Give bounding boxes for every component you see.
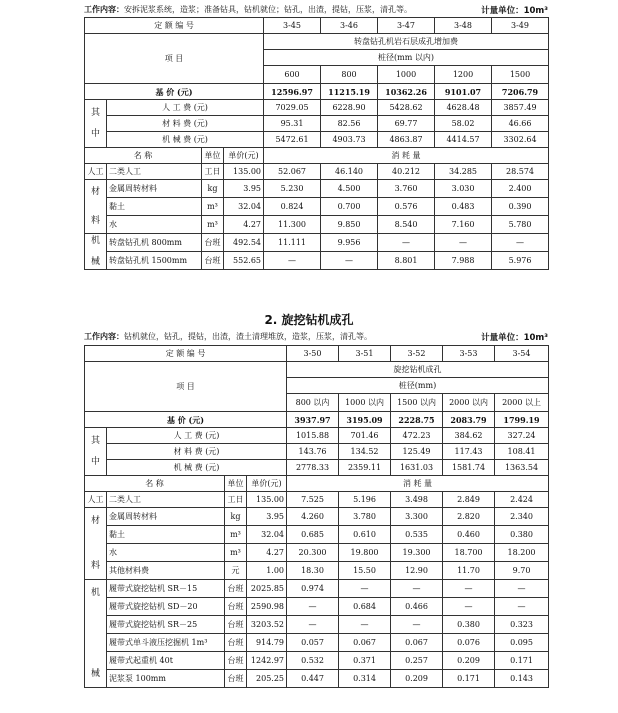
consumption-value: — [443, 598, 495, 616]
base-price-value: 12596.97 [264, 84, 321, 100]
resource-unit: 台班 [202, 252, 224, 270]
xie-char: 械 [90, 256, 100, 267]
cost-value: 1581.74 [443, 460, 495, 476]
base-price-value: 9101.07 [435, 84, 492, 100]
consumption-value: — [443, 580, 495, 598]
cost-value: 1363.54 [495, 460, 549, 476]
consumption-value: 0.257 [391, 652, 443, 670]
consumption-value: — [339, 616, 391, 634]
cost-value: 95.31 [264, 116, 321, 132]
measure-unit-2: 计量单位：10m³ [481, 333, 548, 343]
quota-table-1 [84, 17, 549, 270]
cost-value: 472.23 [391, 428, 443, 444]
machine-category [85, 580, 107, 688]
quota-label: 定 额 编 号 [85, 18, 264, 34]
cai-char: 材 [90, 186, 100, 197]
resource-unit: 台班 [225, 598, 247, 616]
item-label: 项 目 [85, 34, 264, 84]
consumption-value: 0.460 [443, 526, 495, 544]
group-title-row [85, 34, 549, 50]
resource-unit: 台班 [225, 652, 247, 670]
cost-label: 材 料 费 (元) [107, 116, 264, 132]
resource-unit: m³ [202, 216, 224, 234]
cost-value: 5428.62 [378, 100, 435, 116]
resource-price: 552.65 [224, 252, 264, 270]
quota-table-2 [84, 345, 549, 688]
cost-value: 2359.11 [339, 460, 391, 476]
consumption-value: 0.380 [495, 526, 549, 544]
base-price-value: 3195.09 [339, 412, 391, 428]
consumption-value: — [339, 580, 391, 598]
cost-breakdown-row [85, 444, 549, 460]
resource-name: 履带式旋挖钻机 SD－20 [107, 598, 225, 616]
cost-value: 5472.61 [264, 132, 321, 148]
liao-char: 料 [90, 560, 100, 571]
consumption-value: 0.684 [339, 598, 391, 616]
machine-row [85, 234, 549, 252]
consumption-value: 19.300 [391, 544, 443, 562]
cost-breakdown-row [85, 460, 549, 476]
consumption-value: 0.824 [264, 198, 321, 216]
consumption-value: 18.30 [287, 562, 339, 580]
work-content-2: 工作内容：钻机就位，钻孔，提钻，出渣，渣土清理堆放，造浆，压浆，清孔等。 [84, 332, 372, 341]
consumption-value: 3.030 [435, 180, 492, 198]
consumption-value: — [287, 598, 339, 616]
consumption-value: 11.300 [264, 216, 321, 234]
quota-code: 3-52 [391, 346, 443, 362]
cost-value: 4628.48 [435, 100, 492, 116]
cost-label: 人 工 费 (元) [107, 428, 287, 444]
cost-value: 82.56 [321, 116, 378, 132]
consumption-value: 9.850 [321, 216, 378, 234]
machine-row [85, 580, 549, 598]
resource-unit: 台班 [225, 580, 247, 598]
labor-category: 人工 [85, 492, 107, 508]
cost-label: 人 工 费 (元) [107, 100, 264, 116]
resource-name: 金属周转材料 [107, 180, 202, 198]
base-price-row [85, 84, 549, 100]
liao-char: 料 [90, 216, 100, 226]
base-price-row [85, 412, 549, 428]
diameter-value: 800 以内 [287, 394, 339, 412]
consumption-value: 2.820 [443, 508, 495, 526]
consumption-value: 0.466 [391, 598, 443, 616]
consumption-value: 2.340 [495, 508, 549, 526]
resource-unit: 台班 [225, 670, 247, 688]
ji-char: 机 [90, 588, 100, 599]
consumption-value: 12.90 [391, 562, 443, 580]
consumption-value: 0.067 [339, 634, 391, 652]
consumption-value: 9.956 [321, 234, 378, 252]
machine-row [85, 652, 549, 670]
material-row [85, 562, 549, 580]
consumption-value: 4.260 [287, 508, 339, 526]
cost-value: 2778.33 [287, 460, 339, 476]
consumption-value: 2.400 [492, 180, 549, 198]
consumption-value: 0.095 [495, 634, 549, 652]
consumption-value: 3.780 [339, 508, 391, 526]
material-category [85, 508, 107, 580]
consumption-value: 0.380 [443, 616, 495, 634]
quota-code: 3-54 [495, 346, 549, 362]
consumption-value: 18.200 [495, 544, 549, 562]
consumption-value: 0.700 [321, 198, 378, 216]
cost-value: 4903.73 [321, 132, 378, 148]
consumption-header: 消 耗 量 [287, 476, 549, 492]
resource-unit: kg [202, 180, 224, 198]
consumption-value: 34.285 [435, 164, 492, 180]
resource-name: 履带式旋挖钻机 SR－25 [107, 616, 225, 634]
material-category [85, 180, 107, 234]
cost-value: 69.77 [378, 116, 435, 132]
quota-code: 3-53 [443, 346, 495, 362]
resource-unit: m³ [225, 544, 247, 562]
consumption-value: 0.209 [391, 670, 443, 688]
cost-value: 108.41 [495, 444, 549, 460]
consumption-value: 0.371 [339, 652, 391, 670]
consumption-value: 8.801 [378, 252, 435, 270]
xie-char: 械 [90, 668, 100, 679]
cost-value: 58.02 [435, 116, 492, 132]
consumption-value: 46.140 [321, 164, 378, 180]
material-row [85, 526, 549, 544]
consumption-value: — [435, 234, 492, 252]
base-price-value: 2228.75 [391, 412, 443, 428]
resource-name: 转盘钻孔机 1500mm [107, 252, 202, 270]
consumption-value: — [391, 580, 443, 598]
consumption-value: — [391, 616, 443, 634]
consumption-value: 28.574 [492, 164, 549, 180]
consumption-value: 0.532 [287, 652, 339, 670]
consumption-value: 15.50 [339, 562, 391, 580]
cost-value: 3857.49 [492, 100, 549, 116]
measure-unit-1: 计量单位：10m³ [481, 6, 548, 16]
resource-price: 135.00 [247, 492, 287, 508]
resource-name: 履带式起重机 40t [107, 652, 225, 670]
consumption-value: 5.976 [492, 252, 549, 270]
consumption-value: 7.160 [435, 216, 492, 234]
cai-char: 材 [90, 516, 100, 527]
resource-name: 履带式单斗液压挖掘机 1m³ [107, 634, 225, 652]
consumption-value: — [321, 252, 378, 270]
quota-code-row [85, 18, 549, 34]
diameter-value: 1000 [378, 66, 435, 84]
quota-code: 3-48 [435, 18, 492, 34]
group-title: 旋挖钻机成孔 [287, 362, 549, 378]
consumption-value: 0.067 [391, 634, 443, 652]
cost-value: 384.62 [443, 428, 495, 444]
price-header: 单价(元) [224, 148, 264, 164]
consumption-value: 4.500 [321, 180, 378, 198]
material-row [85, 180, 549, 198]
consumption-value: 0.685 [287, 526, 339, 544]
cost-value: 6228.90 [321, 100, 378, 116]
consumption-value: 2.424 [495, 492, 549, 508]
cost-label: 材 料 费 (元) [107, 444, 287, 460]
price-header: 单价(元) [247, 476, 287, 492]
consumption-value: — [495, 598, 549, 616]
consumption-value: 8.540 [378, 216, 435, 234]
unit-header: 单位 [225, 476, 247, 492]
machine-row [85, 598, 549, 616]
base-price-label: 基 价 (元) [85, 412, 287, 428]
resource-price: 1242.97 [247, 652, 287, 670]
machine-category [85, 234, 107, 270]
resource-price: 3.95 [224, 180, 264, 198]
base-price-value: 10362.26 [378, 84, 435, 100]
quota-code: 3-47 [378, 18, 435, 34]
consumption-header: 消 耗 量 [264, 148, 549, 164]
cost-value: 1631.03 [391, 460, 443, 476]
group-title-row [85, 362, 549, 378]
ji-char: 机 [90, 236, 100, 247]
resource-name: 黏土 [107, 198, 202, 216]
diameter-label: 桩径(mm 以内) [264, 50, 549, 66]
quota-code: 3-49 [492, 18, 549, 34]
resource-unit: kg [225, 508, 247, 526]
base-price-value: 7206.79 [492, 84, 549, 100]
consumption-value: 7.525 [287, 492, 339, 508]
item-label: 项 目 [85, 362, 287, 412]
cost-value: 7029.05 [264, 100, 321, 116]
consumption-value: 0.483 [435, 198, 492, 216]
cost-value: 125.49 [391, 444, 443, 460]
base-price-value: 11215.19 [321, 84, 378, 100]
resource-price: 3203.52 [247, 616, 287, 634]
machine-row [85, 616, 549, 634]
unit-header: 单位 [202, 148, 224, 164]
cost-breakdown-row [85, 100, 549, 116]
resource-name: 履带式旋挖钻机 SR－15 [107, 580, 225, 598]
cost-value: 143.76 [287, 444, 339, 460]
group-title: 转盘钻孔机岩石层成孔增加费 [264, 34, 549, 50]
resource-unit: 台班 [202, 234, 224, 252]
machine-row [85, 252, 549, 270]
resource-price: 135.00 [224, 164, 264, 180]
cost-value: 701.46 [339, 428, 391, 444]
consumption-value: 3.300 [391, 508, 443, 526]
consumption-value: 0.314 [339, 670, 391, 688]
resource-name: 二类人工 [107, 164, 202, 180]
diameter-label: 桩径(mm) [287, 378, 549, 394]
cost-value: 134.52 [339, 444, 391, 460]
resource-price: 2025.85 [247, 580, 287, 598]
name-header: 名 称 [85, 476, 225, 492]
consumption-value: 0.576 [378, 198, 435, 216]
quota-label: 定 额 编 号 [85, 346, 287, 362]
base-price-label: 基 价 (元) [85, 84, 264, 100]
consumption-value: 5.230 [264, 180, 321, 198]
material-row [85, 216, 549, 234]
resource-unit: m³ [202, 198, 224, 216]
material-row [85, 544, 549, 562]
column-header-row [85, 476, 549, 492]
diameter-value: 2000 以内 [443, 394, 495, 412]
consumption-value: 0.974 [287, 580, 339, 598]
consumption-value: 11.70 [443, 562, 495, 580]
cost-value: 117.43 [443, 444, 495, 460]
resource-unit: 台班 [225, 634, 247, 652]
consumption-value: 5.196 [339, 492, 391, 508]
diameter-value: 2000 以上 [495, 394, 549, 412]
work-content-1: 工作内容：安拆泥浆系统，造浆；准备钻具，钻机就位；钻孔，出渣，提钻，压浆，清孔等。 [84, 5, 412, 14]
consumption-value: 20.300 [287, 544, 339, 562]
resource-name: 黏土 [107, 526, 225, 544]
quota-code: 3-50 [287, 346, 339, 362]
consumption-value: 0.143 [495, 670, 549, 688]
diameter-value: 600 [264, 66, 321, 84]
resource-price: 1.00 [247, 562, 287, 580]
base-price-value: 3937.97 [287, 412, 339, 428]
resource-price: 4.27 [247, 544, 287, 562]
consumption-value: 0.057 [287, 634, 339, 652]
resource-price: 2590.98 [247, 598, 287, 616]
resource-price: 4.27 [224, 216, 264, 234]
resource-price: 914.79 [247, 634, 287, 652]
consumption-value: 0.535 [391, 526, 443, 544]
consumption-value: 11.111 [264, 234, 321, 252]
consumption-value: 0.171 [495, 652, 549, 670]
cost-breakdown-row [85, 428, 549, 444]
consumption-value: 2.849 [443, 492, 495, 508]
zhong-char: 中 [90, 128, 100, 139]
consumption-value: 7.988 [435, 252, 492, 270]
cost-breakdown-row [85, 116, 549, 132]
resource-price: 32.04 [224, 198, 264, 216]
qi-char: 其 [90, 436, 100, 447]
consumption-value: — [264, 252, 321, 270]
qizhong-label [85, 100, 107, 148]
cost-label: 机 械 费 (元) [107, 460, 287, 476]
resource-unit: 台班 [225, 616, 247, 634]
consumption-value: — [492, 234, 549, 252]
quota-code-row [85, 346, 549, 362]
diameter-value: 1500 以内 [391, 394, 443, 412]
consumption-value: 0.323 [495, 616, 549, 634]
consumption-value: 0.171 [443, 670, 495, 688]
quota-code: 3-45 [264, 18, 321, 34]
consumption-value: 0.390 [492, 198, 549, 216]
consumption-value: 3.760 [378, 180, 435, 198]
diameter-value: 1500 [492, 66, 549, 84]
resource-unit: 工日 [202, 164, 224, 180]
material-row [85, 508, 549, 526]
base-price-value: 1799.19 [495, 412, 549, 428]
cost-breakdown-row [85, 132, 549, 148]
consumption-value: 5.780 [492, 216, 549, 234]
resource-name: 水 [107, 216, 202, 234]
resource-unit: m³ [225, 526, 247, 544]
consumption-value: 9.70 [495, 562, 549, 580]
resource-unit: 工日 [225, 492, 247, 508]
consumption-value: 0.209 [443, 652, 495, 670]
machine-row [85, 634, 549, 652]
consumption-value: 0.447 [287, 670, 339, 688]
quota-code: 3-46 [321, 18, 378, 34]
resource-price: 3.95 [247, 508, 287, 526]
resource-name: 水 [107, 544, 225, 562]
resource-name: 其他材料费 [107, 562, 225, 580]
cost-value: 1015.88 [287, 428, 339, 444]
qi-char: 其 [90, 108, 100, 119]
cost-value: 327.24 [495, 428, 549, 444]
name-header: 名 称 [85, 148, 202, 164]
resource-name: 转盘钻孔机 800mm [107, 234, 202, 252]
resource-name: 二类人工 [107, 492, 225, 508]
consumption-value: — [378, 234, 435, 252]
resource-name: 泥浆泵 100mm [107, 670, 225, 688]
consumption-value: 52.067 [264, 164, 321, 180]
consumption-value: — [495, 580, 549, 598]
cost-value: 4414.57 [435, 132, 492, 148]
resource-price: 32.04 [247, 526, 287, 544]
cost-value: 3302.64 [492, 132, 549, 148]
labor-category: 人工 [85, 164, 107, 180]
consumption-value: 40.212 [378, 164, 435, 180]
machine-row [85, 670, 549, 688]
material-row [85, 198, 549, 216]
qizhong-label [85, 428, 107, 476]
consumption-value: — [287, 616, 339, 634]
resource-price: 492.54 [224, 234, 264, 252]
resource-price: 205.25 [247, 670, 287, 688]
quota-code: 3-51 [339, 346, 391, 362]
consumption-value: 0.076 [443, 634, 495, 652]
section-title: 2. 旋挖钻机成孔 [264, 313, 354, 327]
cost-value: 46.66 [492, 116, 549, 132]
consumption-value: 3.498 [391, 492, 443, 508]
resource-name: 金属周转材料 [107, 508, 225, 526]
diameter-value: 1000 以内 [339, 394, 391, 412]
cost-label: 机 械 费 (元) [107, 132, 264, 148]
zhong-char: 中 [90, 456, 100, 467]
cost-value: 4863.87 [378, 132, 435, 148]
labor-row [85, 492, 549, 508]
consumption-value: 0.610 [339, 526, 391, 544]
resource-unit: 元 [225, 562, 247, 580]
consumption-value: 18.700 [443, 544, 495, 562]
diameter-value: 1200 [435, 66, 492, 84]
base-price-value: 2083.79 [443, 412, 495, 428]
labor-row [85, 164, 549, 180]
column-header-row [85, 148, 549, 164]
consumption-value: 19.800 [339, 544, 391, 562]
diameter-value: 800 [321, 66, 378, 84]
